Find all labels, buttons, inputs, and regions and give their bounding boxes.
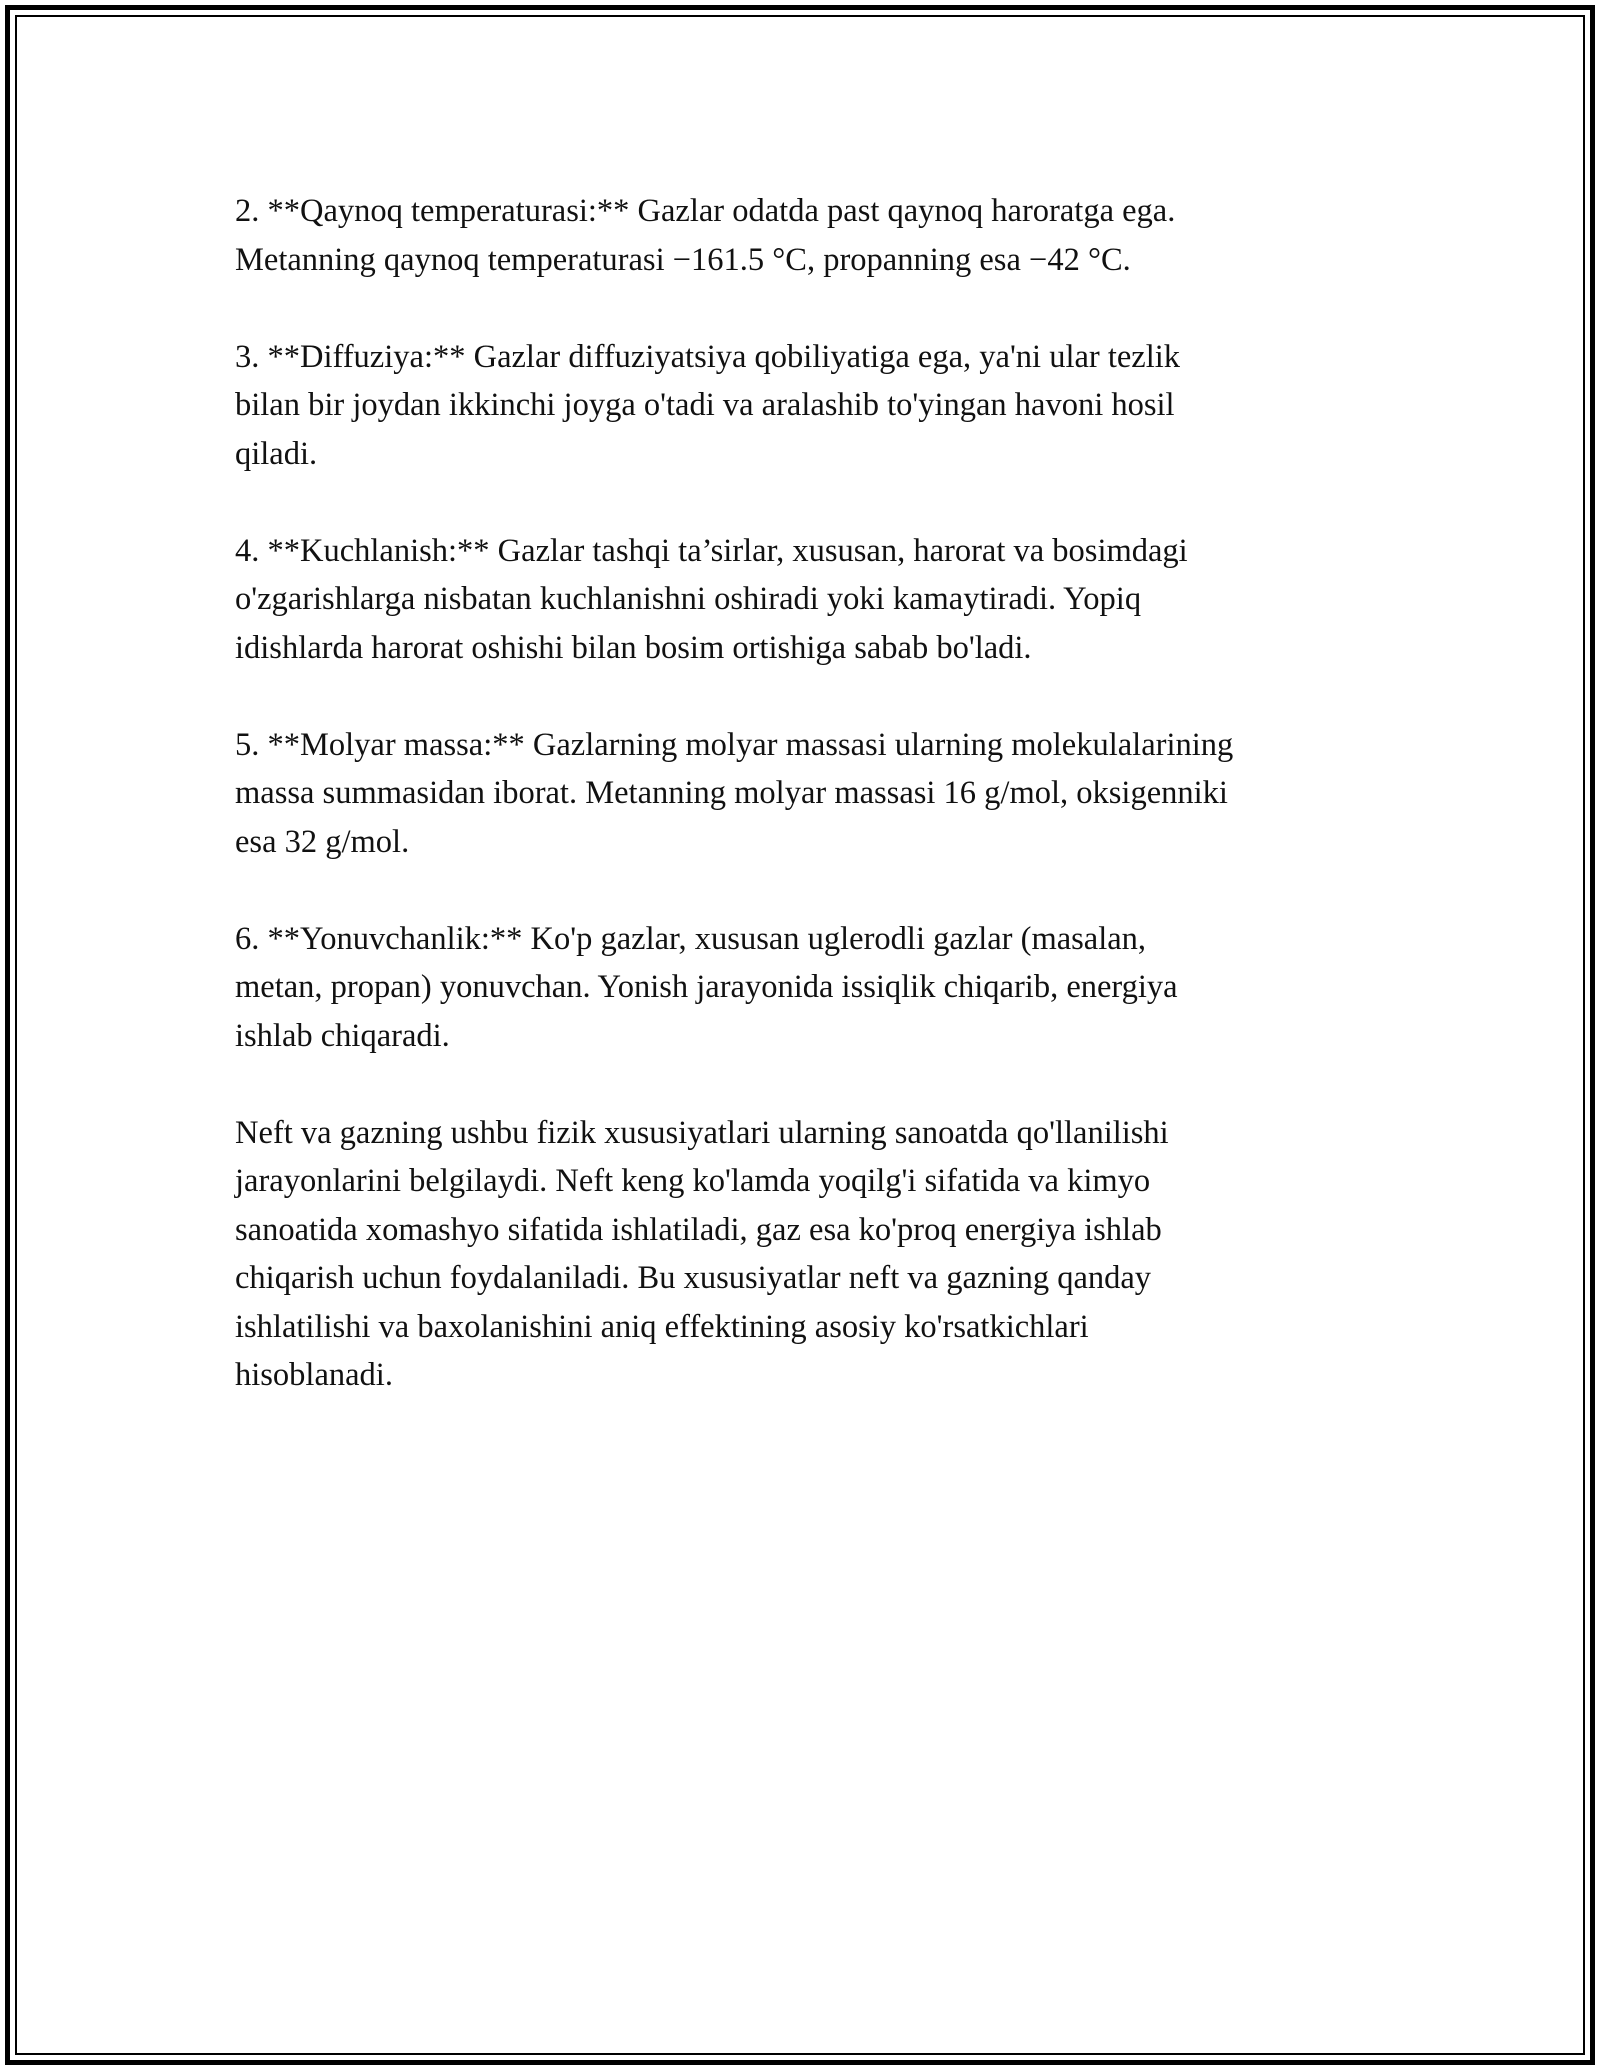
paragraph-flammability: 6. **Yonuvchanlik:** Ko'p gazlar, xususan uglerodli gazlar (masalan, metan, propan) yonuvchan. Yonish jarayonida issiqlik chiqarib, energiya ishlab chiqaradi.: [235, 920, 1178, 1054]
paragraph-pressure: 4. **Kuchlanish:** Gazlar tashqi ta’sirlar, xususan, harorat va bosimdagi o'zgarishlarga nisbatan kuchlanishni oshiradi yoki kamaytiradi. Yopiq idishlarda harorat oshishi bilan bosim ortishiga sabab bo'ladi.: [235, 532, 1188, 666]
paragraph-boiling-point: 2. **Qaynoq temperaturasi:** Gazlar odatda past qaynoq haroratga ega. Metanning qaynoq temperaturasi −161.5 °C, propanning esa −42 °C.: [235, 193, 1176, 278]
paragraph-conclusion: Neft va gazning ushbu fizik xususiyatlari ularning sanoatda qo'llanilishi jarayonlarini belgilaydi. Neft keng ko'lamda yoqilg'i sifatida va kimyo sanoatida xomashyo sifatida ishlatiladi, gaz esa ko'proq energiya ishlab chiqarish uchun foydalaniladi. Bu xususiyatlar neft va gazning qanday ishlatilishi va baxolanishini aniq effektining asosiy ko'rsatkichlari hisoblanadi.: [235, 1114, 1169, 1393]
paragraph-molar-mass: 5. **Molyar massa:** Gazlarning molyar massasi ularning molekulalarining massa summasidan iborat. Metanning molyar massasi 16 g/mol, oksigenniki esa 32 g/mol.: [235, 726, 1234, 860]
document-body: [235, 187, 1375, 1448]
paragraph-diffusion: 3. **Diffuziya:** Gazlar diffuziyatsiya qobiliyatiga ega, ya'ni ular tezlik bilan bir joydan ikkinchi joyga o'tadi va aralashib to'yingan havoni hosil qiladi.: [235, 338, 1181, 472]
